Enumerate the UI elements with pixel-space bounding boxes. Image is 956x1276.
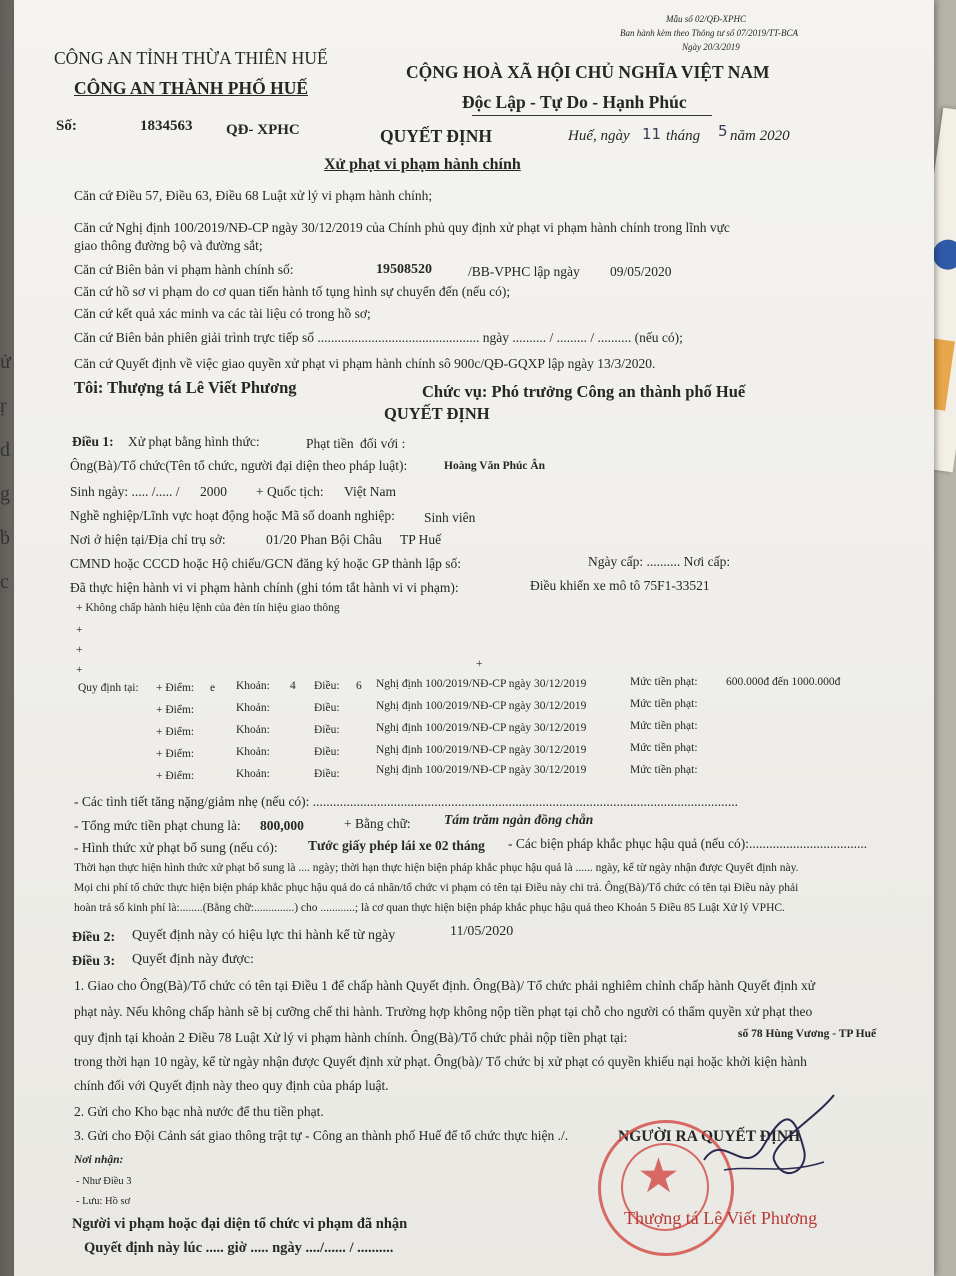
reg-row-2-decree: Nghị định 100/2019/NĐ-CP ngày 30/12/2019 [376, 700, 587, 712]
card-logo-icon [931, 238, 956, 272]
recipient-1: - Như Điều 3 [76, 1176, 132, 1187]
violation-summary: Điều khiển xe mô tô 75F1-33521 [530, 578, 710, 593]
reg-row-4-diem-label: + Điểm: [156, 748, 195, 760]
additional-label: - Hình thức xử phạt bổ sung (nếu có): [74, 840, 278, 855]
article3-p1a: 1. Giao cho Ông(Bà)/Tổ chức có tên tại Điều 1 để chấp hành Quyết định. Ông(Bà)/ Tổ chức phải nghiêm chỉnh chấp hành Quyết định xử [74, 978, 816, 993]
violation-record-number: 19508520 [376, 262, 432, 277]
motto: Độc Lập - Tự Do - Hạnh Phúc [462, 92, 687, 112]
article2-text: Quyết định này có hiệu lực thi hành kể từ ngày [132, 928, 396, 943]
recipients-label: Nơi nhận: [74, 1154, 124, 1166]
date-year: năm 2020 [730, 128, 790, 144]
payment-place: số 78 Hùng Vương - TP Huế [738, 1028, 877, 1040]
reg-row-3-diem-label: + Điểm: [156, 726, 195, 738]
basis-7: Căn cứ Quyết định về việc giao quyền xử phạt vi phạm hành chính sô 900c/QĐ-GQXP lập ngày 13/3/2020. [74, 356, 656, 371]
recipient-2: - Lưu: Hồ sơ [76, 1196, 131, 1207]
reg-row-1-dieu-label: Điều: [314, 680, 340, 692]
article3-p2: 2. Gửi cho Kho bạc nhà nước để thu tiền phạt. [74, 1104, 324, 1119]
terms-line-2: Mọi chi phí tổ chức thực hiện biện pháp khắc phục hậu quả do cá nhân/tổ chức vi phạm có tên tại Điều này chi trả. Ông(Bà)/Tổ chức có tên tại Điều này phải [74, 882, 799, 894]
reg-row-3-khoan-label: Khoản: [236, 724, 270, 736]
basis-3-suffix: /BB-VPHC lập ngày [468, 264, 580, 279]
basis-2a: Căn cứ Nghị định 100/2019/NĐ-CP ngày 30/12/2019 của Chính phủ quy định xử phạt vi phạm hành chính trong lĩnh vực [74, 220, 730, 235]
penalty-form: Phạt tiền [306, 436, 354, 451]
city: TP Huế [400, 532, 442, 547]
reg-row-5-fine-label: Mức tiền phạt: [630, 764, 698, 776]
basis-5: Căn cứ kết quả xác minh va các tài liệu có trong hồ sơ; [74, 306, 371, 321]
background-page-edge: ử ṛ d g ḃ c [0, 351, 11, 593]
terms-line-3: hoàn trả số kinh phí là:........(Bằng chữ:..............) cho ............; là cơ quan thực hiện biện pháp khắc phục hậu quả theo Khoản 5 Điều 85 Luật Xử lý VPHC. [74, 902, 785, 914]
act-extra: + [476, 658, 483, 670]
reg-row-2-fine-label: Mức tiền phạt: [630, 698, 698, 710]
basis-3-label: Căn cứ Biên bản vi phạm hành chính số: [74, 262, 294, 277]
remedy-measures: - Các biện pháp khắc phục hậu quả (nếu có):................................... [508, 836, 868, 851]
reg-row-1-diem: e [210, 682, 216, 694]
unit-name: CÔNG AN THÀNH PHỐ HUẾ [74, 78, 309, 98]
basis-4: Căn cứ hồ sơ vi phạm do cơ quan tiến hành tố tụng hình sự chuyển đến (nếu có); [74, 284, 511, 299]
regulation-intro: Quy định tại: [78, 682, 139, 694]
reg-row-2-khoan-label: Khoản: [236, 702, 270, 714]
stamp-star-icon: ★ [637, 1150, 681, 1203]
reg-row-1-khoan-label: Khoản: [236, 680, 270, 692]
reg-row-5-decree: Nghị định 100/2019/NĐ-CP ngày 30/12/2019 [376, 764, 587, 776]
reg-row-3-fine-label: Mức tiền phạt: [630, 720, 698, 732]
reg-row-4-khoan-label: Khoản: [236, 746, 270, 758]
address: 01/20 Phan Bội Châu [266, 532, 382, 547]
violator-name: Hoàng Văn Phúc Ân [444, 460, 546, 472]
violation-record-date: 09/05/2020 [610, 264, 672, 279]
reg-row-3-decree: Nghị định 100/2019/NĐ-CP ngày 30/12/2019 [376, 722, 587, 734]
reg-row-4-fine-label: Mức tiền phạt: [630, 742, 698, 754]
article3-text: Quyết định này được: [132, 952, 254, 967]
official-name: Tôi: Thượng tá Lê Viết Phương [74, 378, 297, 397]
receiver-line-2: Quyết định này lúc ..... giờ ..... ngày ..../...... / .......... [84, 1240, 394, 1256]
so-label: Số: [56, 118, 77, 134]
date-day: 11 [642, 125, 662, 143]
place-date: Huế, ngày [568, 128, 630, 144]
article1-label: Điều 1: [72, 434, 114, 449]
decision-suffix: QĐ- XPHC [226, 122, 300, 138]
article2-label: Điều 2: [72, 930, 116, 945]
receiver-line-1: Người vi phạm hoặc đại diện tổ chức vi phạm đã nhận [72, 1216, 408, 1232]
reg-row-5-diem-label: + Điểm: [156, 770, 195, 782]
additional-penalty: Tước giấy phép lái xe 02 tháng [308, 838, 485, 853]
job: Sinh viên [424, 510, 476, 525]
document-page [14, 0, 934, 1276]
article1-text: Xử phạt bằng hình thức: [128, 434, 260, 449]
total-label: - Tổng mức tiền phạt chung là: [74, 818, 241, 833]
basis-6: Căn cứ Biên bản phiên giải trình trực tiếp số ................................................ ngày .......... / ......... / .......... (nếu có); [74, 330, 683, 345]
date-month: 5 [718, 122, 728, 140]
effective-date: 11/05/2020 [450, 924, 514, 939]
act-2: + [76, 624, 83, 636]
person-label: Ông(Bà)/Tổ chức(Tên tổ chức, người đại diện theo pháp luật): [70, 458, 408, 473]
agency-name: CÔNG AN TỈNH THỪA THIÊN HUẾ [54, 48, 328, 68]
id-label: CMND hoặc CCCD hoặc Hộ chiếu/GCN đăng ký hoặc GP thành lập số: [70, 556, 461, 571]
signer-name: Thượng tá Lê Viết Phương [624, 1208, 818, 1228]
reg-row-1-fine-label: Mức tiền phạt: [630, 676, 698, 688]
nation-name: CỘNG HOÀ XÃ HỘI CHỦ NGHĨA VIỆT NAM [406, 62, 770, 82]
address-label: Nơi ở hiện tại/Địa chỉ trụ sở: [70, 532, 226, 547]
reg-row-1-fine: 600.000đ đến 1000.000đ [726, 676, 841, 688]
words-label: + Bằng chữ: [344, 816, 411, 831]
signer-title: NGƯỜI RA QUYẾT ĐỊNH [618, 1128, 801, 1145]
article3-label: Điều 3: [72, 954, 116, 969]
article3-p3: 3. Gửi cho Đội Cảnh sát giao thông trật tự - Công an thành phố Huế để tổ chức thực hiện ./. [74, 1128, 569, 1143]
reg-row-1-khoan: 4 [290, 680, 296, 692]
amount-in-words: Tám trăm ngàn đồng chẵn [444, 812, 594, 827]
violation-label: Đã thực hiện hành vi vi phạm hành chính (ghi tóm tắt hành vi vi phạm): [70, 580, 459, 595]
date-month-label: tháng [666, 128, 701, 144]
form-ref-line3: Ngày 20/3/2019 [682, 42, 740, 52]
decision-heading: QUYẾT ĐỊNH [384, 404, 490, 423]
reg-row-1-diem-label: + Điểm: [156, 682, 195, 694]
act-3: + [76, 644, 83, 656]
reg-row-1-dieu: 6 [356, 680, 362, 692]
handwritten-signature [694, 1090, 844, 1200]
total-amount: 800,000 [260, 818, 304, 833]
circumstances: - Các tình tiết tăng nặng/giảm nhẹ (nếu có): .............................................................................................................................. [74, 794, 739, 809]
reg-row-5-khoan-label: Khoản: [236, 768, 270, 780]
dob-label: Sinh ngày: ..... /..... / [70, 484, 180, 499]
reg-row-2-dieu-label: Điều: [314, 702, 340, 714]
reg-row-5-dieu-label: Điều: [314, 768, 340, 780]
article3-p1c: quy định tại khoản 2 Điều 78 Luật Xử lý vi phạm hành chính. Ông(Bà)/Tổ chức phải nộp tiền phạt tại: [74, 1030, 628, 1045]
reg-row-4-dieu-label: Điều: [314, 746, 340, 758]
nationality: Việt Nam [344, 484, 397, 499]
reg-row-2-diem-label: + Điểm: [156, 704, 195, 716]
doi-voi: đối với : [360, 436, 406, 451]
job-label: Nghề nghiệp/Lĩnh vực hoạt động hoặc Mã số doanh nghiệp: [70, 508, 395, 523]
issue-label: Ngày cấp: .......... Nơi cấp: [588, 554, 731, 569]
article3-p1b: phạt này. Nếu không chấp hành sẽ bị cưỡng chế thi hành. Trường hợp không nộp tiền phạt tại chỗ cho người có thẩm quyền xử phạt theo [74, 1004, 813, 1019]
reg-row-3-dieu-label: Điều: [314, 724, 340, 736]
reg-row-1-decree: Nghị định 100/2019/NĐ-CP ngày 30/12/2019 [376, 678, 587, 690]
basis-1: Căn cứ Điều 57, Điều 63, Điều 68 Luật xử lý vi phạm hành chính; [74, 188, 433, 203]
form-ref-line1: Mẫu số 02/QĐ-XPHC [666, 14, 746, 24]
nationality-label: + Quốc tịch: [256, 484, 324, 499]
document-title: QUYẾT ĐỊNH [380, 126, 492, 146]
dob-year: 2000 [200, 484, 227, 499]
decision-number: 1834563 [140, 118, 193, 134]
basis-2b: giao thông đường bộ và đường sắt; [74, 238, 263, 253]
reg-row-4-decree: Nghị định 100/2019/NĐ-CP ngày 30/12/2019 [376, 744, 587, 756]
document-subtitle: Xử phạt vi phạm hành chính [324, 156, 521, 173]
article3-p1e: chính đối với Quyết định này theo quy định của pháp luật. [74, 1078, 389, 1093]
form-ref-line2: Ban hành kèm theo Thông tư số 07/2019/TT-BCA [620, 28, 798, 38]
act-1: + Không chấp hành hiệu lệnh của đèn tín hiệu giao thông [76, 602, 340, 614]
official-position: Chức vụ: Phó trưởng Công an thành phố Huế [422, 382, 746, 401]
motto-underline [472, 115, 712, 116]
terms-line-1: Thời hạn thực hiện hình thức xử phạt bổ sung là .... ngày; thời hạn thực hiện biện pháp khắc phục hậu quả là ...... ngày, kể từ ngày nhận được Quyết định này. [74, 862, 799, 874]
article3-p1d: trong thời hạn 10 ngày, kể từ ngày nhận được Quyết định xử phạt. Ông(bà)/ Tổ chức bị xử phạt có quyền khiếu nại hoặc khởi kiện hành [74, 1054, 807, 1069]
act-4: + [76, 664, 83, 676]
